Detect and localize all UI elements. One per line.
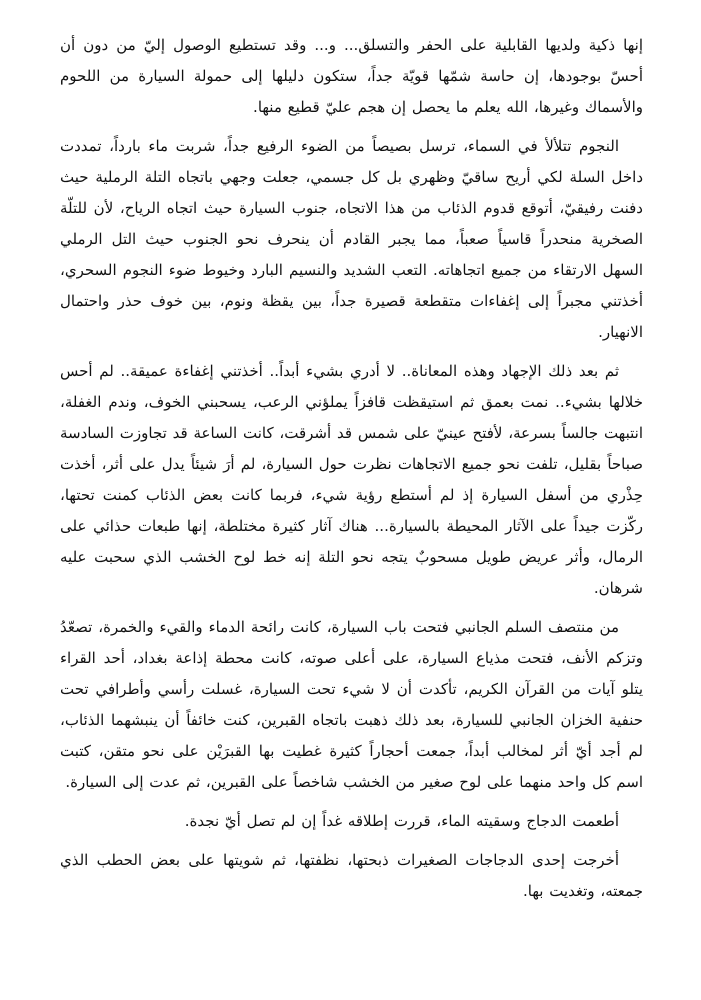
paragraph-5: أطعمت الدجاج وسقيته الماء، قررت إطلاقه غداً إن لم تصل أيّ نجدة. bbox=[184, 812, 619, 830]
paragraph-3: ثم بعد ذلك الإجهاد وهذه المعاناة.. لا أدري بشيء أبداً.. أخذتني إغفاءة عميقة.. لم أحس خلالها بشيء.. نمت بعمق ثم استيقظت قافزاً يملؤني الرعب، يسحبني الخوف، وندم الغفلة، انتبهت جالساً بسرعة، لأفتح عينيّ على شمس قد أشرقت، كانت الساعة قد تجاوزت السادسة صباحاً بقليل، تلفت نحو جميع الاتجاهات نظرت حول السيارة، لم أرَ شيئاً يدل على أثر، أخذت حِذْري من أسفل السيارة إذ لم أستطع رؤية شيء، فربما كانت بعض الذئاب كمنت تحتها، ركّزت جيداً على الآثار المحيطة بالسيارة... هناك آثار كثيرة مختلطة، إنها طبعات حذائي على الرمال، وأثر عريض طويل مسحوبٌ يتجه نحو التلة إنه خط لوح الخشب الذي سحبت عليه شرهان. bbox=[60, 362, 643, 597]
paragraph-6: أخرجت إحدى الدجاجات الصغيرات ذبحتها، نظفتها، ثم شويتها على بعض الحطب الذي جمعته، وتغديت بها. bbox=[60, 851, 643, 900]
paragraph-4: من منتصف السلم الجانبي فتحت باب السيارة، كانت رائحة الدماء والقيء والخمرة، تصعّدُ وتزكم الأنف، فتحت مذياع السيارة، على أعلى صوته، كانت محطة إذاعة بغداد، أحد القراء يتلو آيات من القرآن الكريم، تأكدت أن لا شيء تحت السيارة، غسلت رأسي وأطرافي تحت حنفية الخزان الجانبي للسيارة، بعد ذلك ذهبت باتجاه القبرين، كنت خائفاً أن ينبشهما الذئاب، لم أجد أيّ أثر لمخالب أبداً، جمعت أحجاراً كثيرة غطيت بها القبرَيْن على نحو متقن، كتبت اسم كل واحد منهما على لوح صغير من الخشب شاخصاً على القبرين، ثم عدت إلى السيارة. bbox=[60, 618, 643, 791]
paragraph-2: النجوم تتلألأ في السماء، ترسل بصيصاً من الضوء الرفيع جداً، شربت ماء بارداً، تمددت داخل السلة لكي أريح ساقيّ وظهري بل كل جسمي، جعلت وجهي باتجاه التلة الرملية حيث دفنت رفيقيّ، أتوقع قدوم الذئاب من هذا الاتجاه، جنوب السيارة حيث اتجاه الرياح، لأن للتلّة الصخرية منحدراً قاسياً صعباً، مما يجبر القادم أن ينحرف نحو الجنوب حيث التل الرملي السهل الارتقاء من جميع اتجاهاته. التعب الشديد والنسيم البارد وخيوط ضوء النجوم السحري، أخذتني مجبراً إلى إغفاءات متقطعة قصيرة جداً، بين يقظة ونوم، بين خوف حذر واحتمال الانهيار. bbox=[60, 137, 643, 341]
document-page bbox=[60, 30, 643, 915]
paragraph-1: إنها ذكية ولديها القابلية على الحفر والتسلق... و... وقد تستطيع الوصول إليّ من دون أن أحسّ بوجودها، إن حاسة شمّها قويّة جداً، ستكون دليلها إلى حمولة السيارة من اللحوم والأسماك وغيرها، الله يعلم ما يحصل إن هجم عليّ قطيع منها. bbox=[60, 36, 643, 116]
